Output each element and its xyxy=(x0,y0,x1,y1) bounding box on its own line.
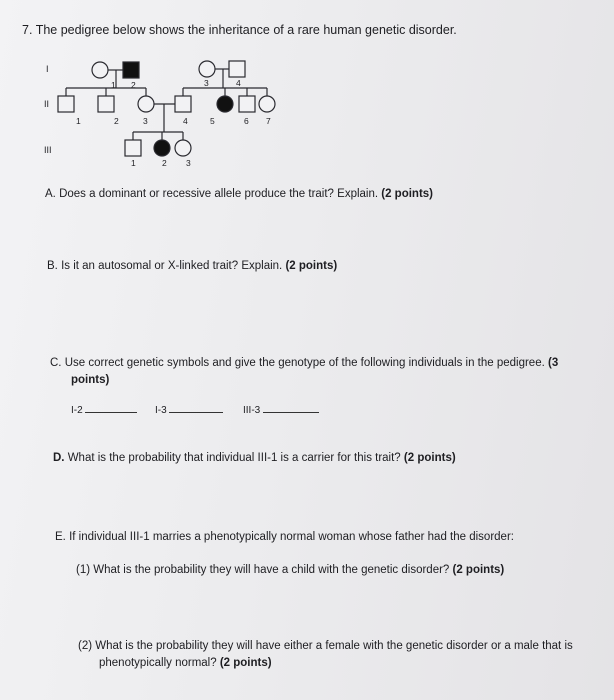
gen2-number-1: 1 xyxy=(76,116,81,126)
part-e-text: If individual III-1 marries a phenotypically normal woman whose father had the disorder: xyxy=(69,531,514,543)
part-e-sub2-text-b: phenotypically normal? xyxy=(99,657,217,669)
gen3-number-1: 1 xyxy=(131,158,136,168)
part-e-sub2-line2 xyxy=(99,655,272,672)
blank-3-label: III-3 xyxy=(243,405,261,416)
part-e-sub2-text-a: What is the probability they will have either a female with the genetic disorder or a male that is xyxy=(95,640,573,652)
part-e-sub2 xyxy=(78,638,573,655)
part-b-points: (2 points) xyxy=(285,260,338,272)
answer-blank-3[interactable] xyxy=(263,402,319,413)
part-d-label: D. xyxy=(53,452,65,464)
part-c-points-a: (3 xyxy=(548,357,559,369)
part-c-blank-2 xyxy=(155,402,223,419)
gen2-number-3: 3 xyxy=(143,116,148,126)
part-a-label: A. xyxy=(45,188,56,200)
gen1-number-1: 1 xyxy=(111,80,116,90)
gen2-number-2: 2 xyxy=(114,116,119,126)
part-a xyxy=(45,186,433,203)
gen2-individual-6 xyxy=(239,96,255,112)
gen3-individual-2-affected xyxy=(154,140,170,156)
part-e-sub2-label: (2) xyxy=(78,640,93,652)
part-b xyxy=(47,258,337,275)
gen1-number-4: 4 xyxy=(236,78,241,88)
gen2-individual-2 xyxy=(98,96,114,112)
gen1-number-2: 2 xyxy=(131,80,136,90)
gen1-individual-1 xyxy=(92,62,108,78)
part-c-blank-1 xyxy=(71,402,137,419)
gen2-number-4: 4 xyxy=(183,116,188,126)
gen2-number-7: 7 xyxy=(266,116,271,126)
part-d-points: (2 points) xyxy=(403,452,456,464)
pedigree-diagram xyxy=(0,0,614,200)
generation-label-1: I xyxy=(46,64,49,74)
gen2-individual-4 xyxy=(175,96,191,112)
gen2-individual-3 xyxy=(138,96,154,112)
gen3-number-3: 3 xyxy=(186,158,191,168)
gen1-number-3: 3 xyxy=(204,78,209,88)
gen3-individual-3 xyxy=(175,140,191,156)
gen3-individual-1 xyxy=(125,140,141,156)
question-number: 7. xyxy=(22,23,33,37)
part-c-points-b: points) xyxy=(71,374,110,386)
part-c-text: Use correct genetic symbols and give the genotype of the following individuals in the pedigree. xyxy=(64,357,545,369)
part-a-points: (2 points) xyxy=(381,188,434,200)
blank-1-label: I-2 xyxy=(71,405,83,416)
gen1-individual-4 xyxy=(229,61,245,77)
blank-2-label: I-3 xyxy=(155,405,167,416)
gen2-individual-7 xyxy=(259,96,275,112)
part-b-text: Is it an autosomal or X-linked trait? Explain. xyxy=(61,260,283,272)
part-c-label: C. xyxy=(50,357,62,369)
part-e-sub2-points: (2 points) xyxy=(219,657,272,669)
part-e-sub1 xyxy=(76,562,504,579)
part-d xyxy=(53,450,456,467)
part-e-label: E. xyxy=(55,531,66,543)
part-e-sub1-points: (2 points) xyxy=(452,564,505,576)
generation-label-3: III xyxy=(44,145,52,155)
part-e-sub1-label: (1) xyxy=(76,564,91,576)
gen2-number-5: 5 xyxy=(210,116,215,126)
gen1-individual-2-affected xyxy=(123,62,139,78)
part-a-text: Does a dominant or recessive allele produce the trait? Explain. xyxy=(59,188,379,200)
generation-label-2: II xyxy=(44,99,50,109)
part-d-text: What is the probability that individual III-1 is a carrier for this trait? xyxy=(67,452,401,464)
part-e xyxy=(55,529,514,546)
gen1-individual-3 xyxy=(199,61,215,77)
answer-blank-2[interactable] xyxy=(169,402,223,413)
part-e-sub1-text: What is the probability they will have a child with the genetic disorder? xyxy=(93,564,450,576)
gen2-individual-5-affected xyxy=(217,96,233,112)
gen2-individual-1 xyxy=(58,96,74,112)
part-b-label: B. xyxy=(47,260,58,272)
part-c xyxy=(50,355,558,372)
gen2-number-6: 6 xyxy=(244,116,249,126)
question-text: The pedigree below shows the inheritance of a rare human genetic disorder. xyxy=(35,23,457,37)
gen3-number-2: 2 xyxy=(162,158,167,168)
answer-blank-1[interactable] xyxy=(85,402,137,413)
part-c-blank-3 xyxy=(243,402,319,419)
